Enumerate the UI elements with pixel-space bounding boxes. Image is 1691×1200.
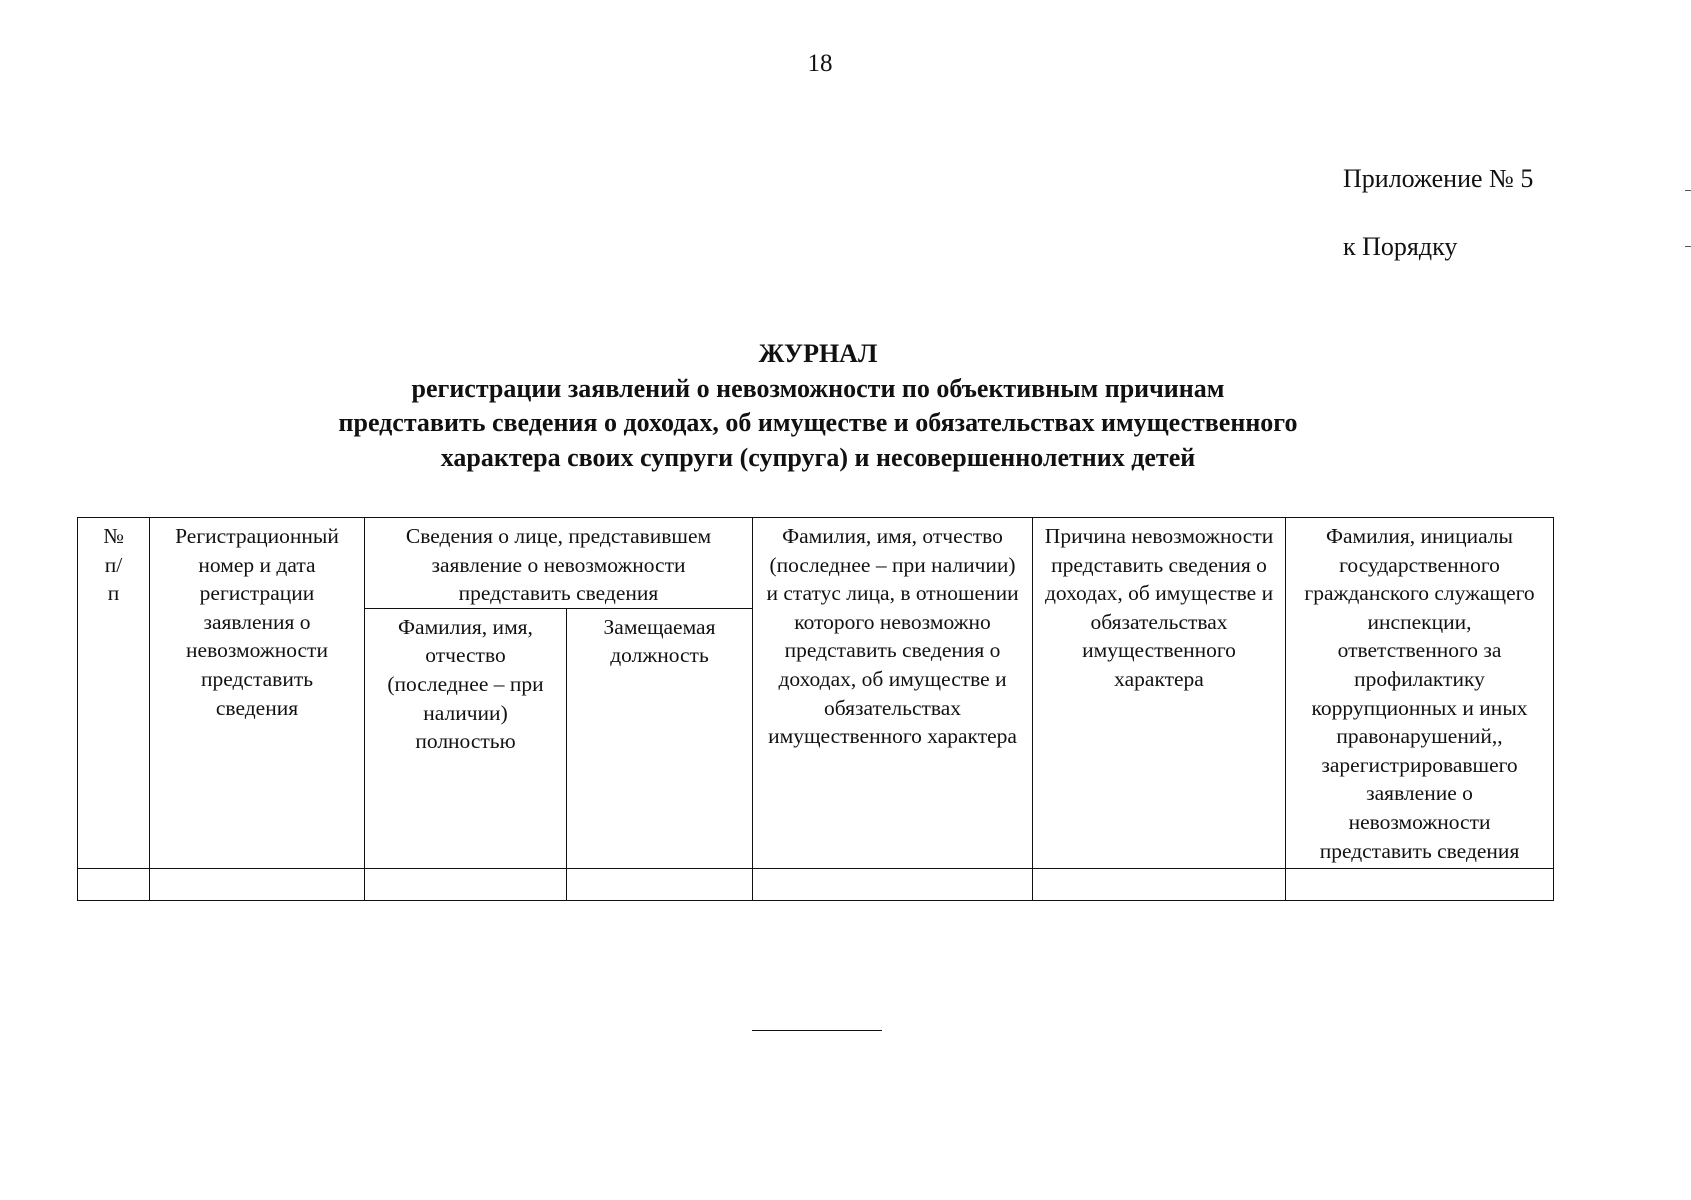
header-number: № п/п bbox=[78, 518, 150, 869]
appendix-subtitle: к Порядку bbox=[1343, 232, 1458, 261]
table-cell bbox=[150, 868, 365, 900]
heading-line-1: регистрации заявлений о невозможности по объективным причинам bbox=[411, 373, 1225, 403]
header-person: Фамилия, имя, отчество (последнее – при наличии) и статус лица, в отношении которого невозможно представить сведения о доходах, об имуществе и обязательствах имущественного характера bbox=[753, 518, 1033, 869]
table-cell bbox=[365, 868, 567, 900]
header-reason: Причина невозможности представить сведения о доходах, об имуществе и обязательствах имущественного характера bbox=[1033, 518, 1286, 869]
heading-title: ЖУРНАЛ bbox=[758, 339, 878, 368]
table-cell bbox=[567, 868, 753, 900]
document-heading bbox=[150, 337, 1486, 475]
table-cell bbox=[753, 868, 1033, 900]
scan-edge-mark bbox=[1685, 246, 1691, 247]
heading-line-2: представить сведения о доходах, об имуществе и обязательствах имущественного bbox=[338, 408, 1298, 437]
header-applicant-position: Замещаемая должность bbox=[567, 608, 753, 868]
table-cell bbox=[1286, 868, 1554, 900]
header-official: Фамилия, инициалы государственного гражданского служащего инспекции, ответственного за профилактику коррупционных и иных правонарушений,, зарегистрировавшего заявление о невозможности представить сведения bbox=[1286, 518, 1554, 869]
appendix-title: Приложение № 5 bbox=[1343, 164, 1534, 193]
registration-journal-table bbox=[77, 517, 1554, 901]
table-row bbox=[78, 868, 1554, 900]
header-registration: Регистрационный номер и дата регистрации заявления о невозможности представить сведения bbox=[150, 518, 365, 869]
table-cell bbox=[78, 868, 150, 900]
heading-line-3: характера своих супруги (супруга) и несовершеннолетних детей bbox=[440, 442, 1196, 472]
scan-edge-mark bbox=[1685, 190, 1691, 191]
header-applicant-name: Фамилия, имя, отчество (последнее – при наличии) полностью bbox=[365, 608, 567, 868]
table-cell bbox=[1033, 868, 1286, 900]
page-number: 18 bbox=[807, 50, 833, 77]
closing-divider bbox=[752, 1030, 882, 1031]
header-applicant-group: Сведения о лице, представившем заявление о невозможности представить сведения bbox=[365, 518, 753, 609]
table-header-row bbox=[78, 518, 1554, 609]
